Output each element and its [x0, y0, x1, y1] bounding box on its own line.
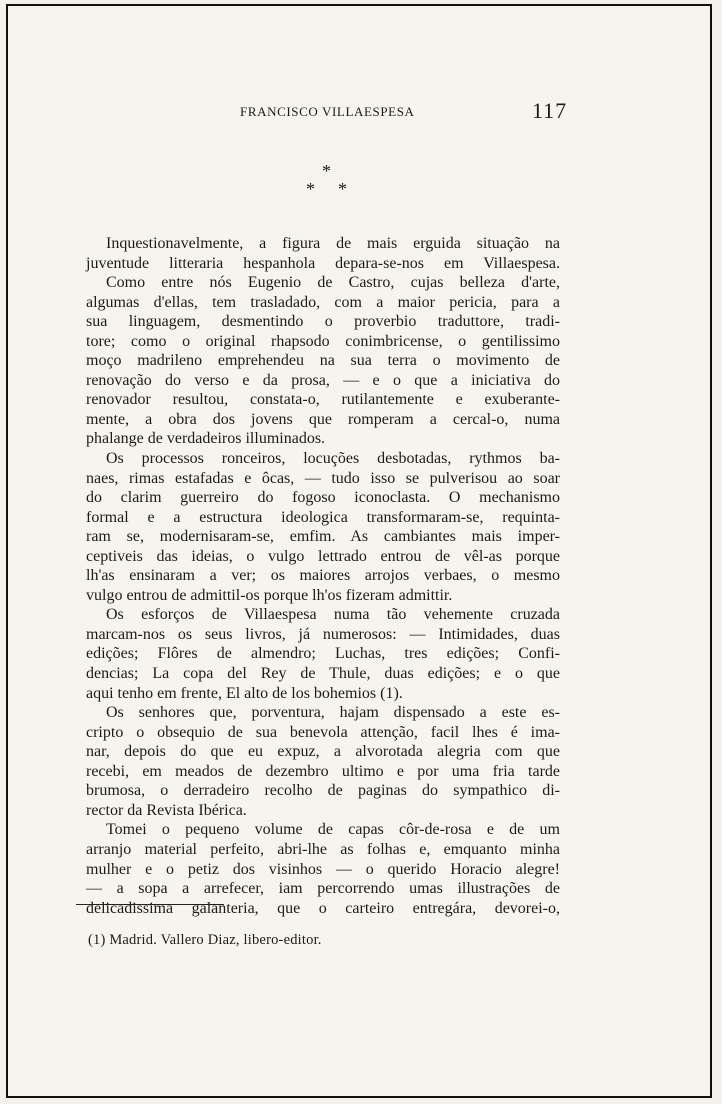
- text-line: formal e a estructura ideologica transformaram-se, requinta-: [86, 508, 560, 526]
- footnote-rule: [76, 904, 224, 905]
- text-line: Tomei o pequeno volume de capas côr-de-rosa e de um: [106, 821, 560, 839]
- running-head: FRANCISCO VILLAESPESA: [240, 104, 415, 119]
- text-line: nar, depois do que eu expuz, a alvorotada alegria com que: [86, 743, 560, 761]
- text-line: juventude litteraria hespanhola depara-se-nos em Villaespesa.: [86, 254, 560, 272]
- text-line: ram se, modernisaram-se, emfim. As cambiantes mais imper-: [86, 528, 560, 546]
- text-line: Os senhores que, porventura, hajam dispensado a este es-: [106, 704, 560, 722]
- text-line: Inquestionavelmente, a figura de mais erguida situação na: [106, 235, 560, 252]
- text-line: vulgo entrou de admittil-os porque lh'os fizeram admittir.: [86, 586, 453, 604]
- body-text: [86, 234, 560, 918]
- asterisk-right: *: [338, 179, 347, 199]
- text-line: algumas d'ellas, tem trasladado, com a maior pericia, para a: [86, 293, 560, 311]
- text-line: phalange de verdadeiros illuminados.: [86, 430, 326, 448]
- footnote: (1) Madrid. Vallero Diaz, libero-editor.: [88, 932, 322, 948]
- text-line: mente, a obra dos jovens que romperam a cercal-o, numa: [86, 410, 560, 428]
- text-line: edições; Flôres de almendro; Luchas, tres edições; Confi-: [86, 645, 560, 663]
- text-line: renovador resultou, constata-o, rutilantemente e exuberante-: [86, 391, 560, 409]
- page-header: [0, 98, 722, 128]
- text-line: renovação do verso e da prosa, — e o que a iniciativa do: [86, 371, 560, 389]
- text-line: Os esforços de Villaespesa numa tão vehemente cruzada: [106, 606, 560, 624]
- text-line: tore; como o original rhapsodo conimbricense, o gentilissimo: [86, 332, 560, 350]
- text-line: ceptiveis das ideias, o vulgo lettrado entrou de vêl-as porque: [86, 547, 560, 565]
- text-line: do clarim guerreiro do fogoso iconoclasta. O mechanismo: [86, 489, 560, 507]
- text-line: — a sopa a arrefecer, iam percorrendo umas illustrações de: [86, 880, 560, 898]
- text-line: delicadissima galanteria, que o carteiro entregára, devorei-o,: [86, 899, 560, 917]
- text-line: marcam-nos os seus livros, já numerosos: — Intimidades, duas: [86, 625, 560, 643]
- asterisk-top: *: [322, 161, 331, 181]
- text-line: brumosa, o derradeiro recolho de paginas do sympathico di-: [86, 782, 560, 800]
- text-line: recebi, em meados de dezembro ultimo e por uma fria tarde: [86, 762, 560, 780]
- asterisk-left: *: [306, 179, 315, 199]
- text-line: mulher e o petiz dos visinhos — o querido Horacio alegre!: [86, 860, 560, 878]
- text-line: aqui tenho em frente, El alto de los bohemios (1).: [86, 684, 403, 702]
- text-line: cripto o obsequio de sua benevola attenção, facil lhes é ima-: [86, 723, 560, 741]
- text-line: sua linguagem, desmentindo o proverbio traduttore, tradi-: [86, 313, 560, 331]
- page-number: 117: [532, 98, 568, 123]
- text-line: lh'as ensinaram a ver; os maiores arrojos verbaes, o mesmo: [86, 567, 560, 585]
- text-line: Os processos ronceiros, locuções desbotadas, rythmos ba-: [106, 450, 560, 468]
- text-line: arranjo material perfeito, abri-lhe as folhas e, emquanto minha: [86, 840, 560, 858]
- text-line: Como entre nós Eugenio de Castro, cujas belleza d'arte,: [106, 274, 560, 292]
- text-line: rector da Revista Ibérica.: [86, 801, 247, 819]
- text-line: dencias; La copa del Rey de Thule, duas edições; e o que: [86, 665, 560, 683]
- text-line: moço madrileno emprehendeu na sua terra o movimento de: [86, 352, 560, 370]
- text-line: naes, rimas estafadas e ôcas, — tudo isso se pulverisou ao soar: [86, 469, 560, 487]
- section-break-asterism: [300, 160, 360, 200]
